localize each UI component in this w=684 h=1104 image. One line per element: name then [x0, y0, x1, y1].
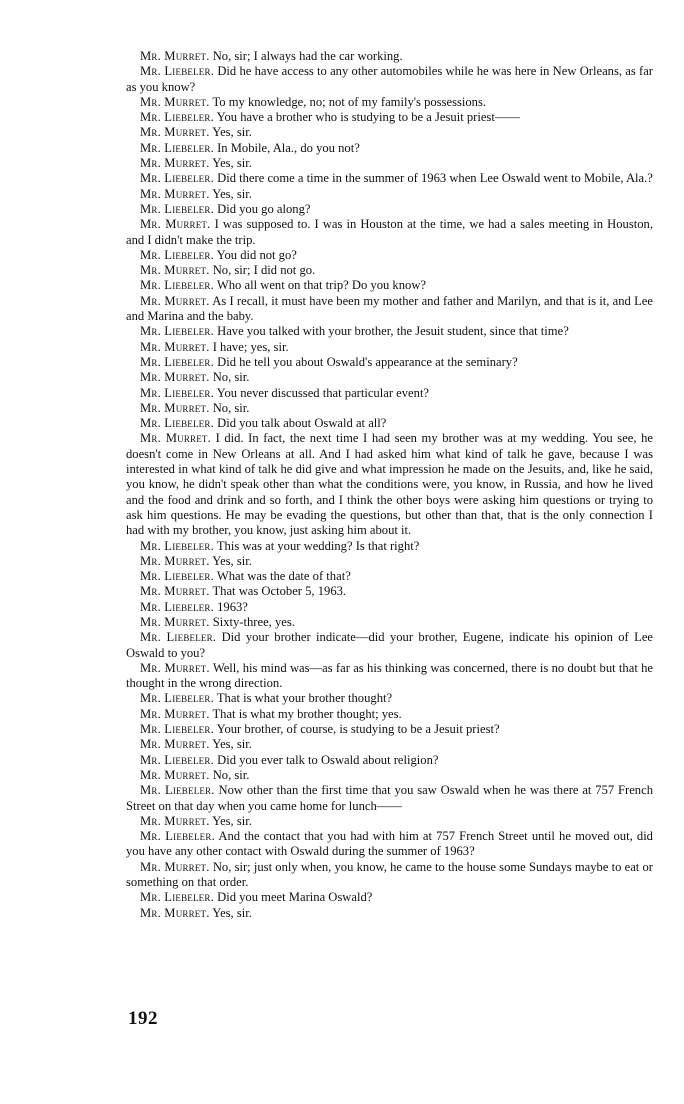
speaker-name: Mr. Murret.	[140, 553, 210, 568]
speaker-name: Mr. Liebeler.	[140, 324, 214, 339]
transcript-paragraph	[126, 278, 653, 293]
speaker-name: Mr. Murret.	[140, 813, 210, 828]
utterance-text: Did he have access to any other automobiles while he was here in New Orleans, as far as you know?	[126, 64, 654, 94]
speaker-name: Mr. Murret.	[140, 186, 210, 201]
utterance-text: You never discussed that particular event?	[216, 385, 430, 400]
utterance-text: And the contact that you had with him at 757 French Street until he moved out, did you have any other contact with Oswald during the summer of 1963?	[126, 829, 653, 859]
utterance-text: Yes, sir.	[212, 125, 252, 140]
transcript-paragraph	[126, 569, 653, 584]
utterance-text: Yes, sir.	[212, 156, 252, 171]
speaker-name: Mr. Murret.	[140, 584, 210, 599]
utterance-text: I did. In fact, the next time I had seen my brother was at my wedding. You see, he doesn't come in New Orleans at all. And I had asked him what kind of talk he gave, because I was interested in what kind of talk he did give and what impression he made on the Jesuits, and, like he said, you know, he didn't speak other than what the conditions were, you know, in Russia, and how he lived and the food and drink and so forth, and I think the other boys were asking him questions or trying to ask him questions. He may be evading the questions, but other than that, that is the only connection I had with my brother, you know, just asking him about it.	[126, 431, 653, 538]
speaker-name: Mr. Murret.	[140, 339, 210, 354]
speaker-name: Mr. Liebeler.	[140, 110, 214, 125]
transcript-paragraph	[126, 783, 653, 814]
speaker-name: Mr. Liebeler.	[140, 752, 214, 767]
speaker-name: Mr. Liebeler.	[140, 599, 214, 614]
speaker-name: Mr. Murret.	[140, 156, 210, 171]
utterance-text: I have; yes, sir.	[212, 339, 289, 354]
transcript-paragraph	[126, 615, 653, 630]
speaker-name: Mr. Liebeler.	[140, 783, 215, 798]
speaker-name: Mr. Liebeler.	[140, 64, 215, 79]
speaker-name: Mr. Liebeler.	[140, 538, 214, 553]
transcript-paragraph	[126, 95, 653, 110]
utterance-text: Did your brother indicate—did your brother, Eugene, indicate his opinion of Lee Oswald to you?	[126, 630, 654, 660]
utterance-text: Did he tell you about Oswald's appearance at the seminary?	[217, 354, 518, 369]
transcript-paragraph	[126, 171, 653, 186]
utterance-text: No, sir; I always had the car working.	[212, 49, 403, 63]
utterance-text: Yes, sir.	[212, 737, 252, 752]
speaker-name: Mr. Liebeler.	[140, 691, 214, 706]
speaker-name: Mr. Liebeler.	[140, 201, 214, 216]
speaker-name: Mr. Liebeler.	[140, 354, 214, 369]
transcript-body	[126, 49, 653, 921]
utterance-text: Well, his mind was—as far as his thinking was concerned, there is no doubt but that he thought in the wrong direction.	[126, 660, 654, 691]
utterance-text: Yes, sir.	[212, 553, 252, 568]
speaker-name: Mr. Liebeler.	[140, 630, 217, 645]
transcript-paragraph	[126, 860, 653, 891]
utterance-text: No, sir.	[212, 400, 250, 415]
transcript-paragraph	[126, 584, 653, 599]
utterance-text: Sixty-three, yes.	[212, 614, 295, 629]
utterance-text: That is what your brother thought?	[216, 691, 393, 706]
speaker-name: Mr. Murret.	[140, 49, 210, 63]
utterance-text: Did you talk about Oswald at all?	[217, 416, 387, 431]
transcript-paragraph	[126, 600, 653, 615]
utterance-text: Did there come a time in the summer of 1963 when Lee Oswald went to Mobile, Ala.?	[217, 171, 653, 186]
speaker-name: Mr. Murret.	[140, 431, 211, 446]
transcript-paragraph	[126, 814, 653, 829]
transcript-paragraph	[126, 64, 653, 95]
transcript-paragraph	[126, 737, 653, 752]
utterance-text: Did you ever talk to Oswald about religion?	[217, 752, 439, 767]
transcript-paragraph	[126, 401, 653, 416]
speaker-name: Mr. Liebeler.	[140, 278, 214, 293]
utterance-text: That is what my brother thought; yes.	[212, 706, 402, 721]
utterance-text: Now other than the first time that you saw Oswald when he was there at 757 French Street on that day when you came home for lunch——	[126, 783, 653, 813]
transcript-paragraph	[126, 156, 653, 171]
transcript-paragraph	[126, 906, 653, 921]
utterance-text: I was supposed to. I was in Houston at the time, we had a sales meeting in Houston, and I didn't make the trip.	[126, 217, 653, 247]
speaker-name: Mr. Murret.	[140, 400, 210, 415]
transcript-paragraph	[126, 753, 653, 768]
speaker-name: Mr. Murret.	[140, 660, 210, 675]
transcript-paragraph	[126, 722, 653, 737]
speaker-name: Mr. Murret.	[140, 614, 210, 629]
utterance-text: 1963?	[217, 599, 248, 614]
transcript-paragraph	[126, 768, 653, 783]
transcript-paragraph	[126, 340, 653, 355]
speaker-name: Mr. Liebeler.	[140, 416, 214, 431]
utterance-text: No, sir.	[212, 370, 250, 385]
utterance-text: Your brother, of course, is studying to be a Jesuit priest?	[216, 722, 500, 737]
transcript-paragraph	[126, 370, 653, 385]
utterance-text: That was October 5, 1963.	[212, 584, 347, 599]
transcript-page	[126, 49, 653, 921]
transcript-paragraph	[126, 829, 653, 860]
utterance-text: No, sir; just only when, you know, he came to the house some Sundays maybe to eat or something on that order.	[126, 859, 653, 890]
speaker-name: Mr. Murret.	[140, 217, 211, 232]
speaker-name: Mr. Liebeler.	[140, 569, 214, 584]
utterance-text: This was at your wedding? Is that right?	[216, 538, 420, 553]
utterance-text: No, sir.	[212, 767, 250, 782]
speaker-name: Mr. Liebeler.	[140, 385, 214, 400]
speaker-name: Mr. Liebeler.	[140, 722, 214, 737]
speaker-name: Mr. Liebeler.	[140, 247, 214, 262]
speaker-name: Mr. Murret.	[140, 263, 210, 278]
speaker-name: Mr. Murret.	[140, 706, 210, 721]
page-number: 192	[128, 1008, 158, 1029]
transcript-paragraph	[126, 691, 653, 706]
speaker-name: Mr. Murret.	[140, 767, 210, 782]
utterance-text: Did you meet Marina Oswald?	[217, 890, 373, 905]
speaker-name: Mr. Murret.	[140, 293, 210, 308]
utterance-text: Did you go along?	[217, 201, 311, 216]
transcript-paragraph	[126, 294, 653, 325]
transcript-paragraph	[126, 661, 653, 692]
speaker-name: Mr. Liebeler.	[140, 829, 215, 844]
utterance-text: To my knowledge, no; not of my family's possessions.	[212, 94, 487, 109]
utterance-text: As I recall, it must have been my mother and father and Marilyn, and that is it, and Lee and Marina and the baby.	[126, 293, 653, 324]
transcript-paragraph	[126, 110, 653, 125]
utterance-text: What was the date of that?	[216, 569, 351, 584]
transcript-paragraph	[126, 890, 653, 905]
transcript-paragraph	[126, 324, 653, 339]
utterance-text: In Mobile, Ala., do you not?	[217, 140, 360, 155]
transcript-paragraph	[126, 217, 653, 248]
transcript-paragraph	[126, 539, 653, 554]
utterance-text: You did not go?	[216, 247, 297, 262]
speaker-name: Mr. Murret.	[140, 905, 210, 920]
transcript-paragraph	[126, 630, 653, 661]
utterance-text: No, sir; I did not go.	[212, 263, 316, 278]
speaker-name: Mr. Murret.	[140, 859, 210, 874]
transcript-paragraph	[126, 248, 653, 263]
utterance-text: Yes, sir.	[212, 186, 252, 201]
transcript-paragraph	[126, 187, 653, 202]
speaker-name: Mr. Murret.	[140, 370, 210, 385]
utterance-text: You have a brother who is studying to be a Jesuit priest——	[216, 110, 521, 125]
speaker-name: Mr. Liebeler.	[140, 171, 214, 186]
speaker-name: Mr. Murret.	[140, 94, 210, 109]
speaker-name: Mr. Liebeler.	[140, 140, 214, 155]
transcript-paragraph	[126, 202, 653, 217]
utterance-text: Have you talked with your brother, the Jesuit student, since that time?	[217, 324, 569, 339]
utterance-text: Yes, sir.	[212, 813, 252, 828]
speaker-name: Mr. Murret.	[140, 125, 210, 140]
transcript-paragraph	[126, 707, 653, 722]
transcript-paragraph	[126, 355, 653, 370]
transcript-paragraph	[126, 416, 653, 431]
transcript-paragraph	[126, 431, 653, 538]
transcript-paragraph	[126, 125, 653, 140]
transcript-paragraph	[126, 386, 653, 401]
speaker-name: Mr. Murret.	[140, 737, 210, 752]
transcript-paragraph	[126, 263, 653, 278]
transcript-paragraph	[126, 141, 653, 156]
speaker-name: Mr. Liebeler.	[140, 890, 214, 905]
utterance-text: Yes, sir.	[212, 905, 252, 920]
transcript-paragraph	[126, 554, 653, 569]
transcript-paragraph	[126, 49, 653, 64]
utterance-text: Who all went on that trip? Do you know?	[216, 278, 427, 293]
